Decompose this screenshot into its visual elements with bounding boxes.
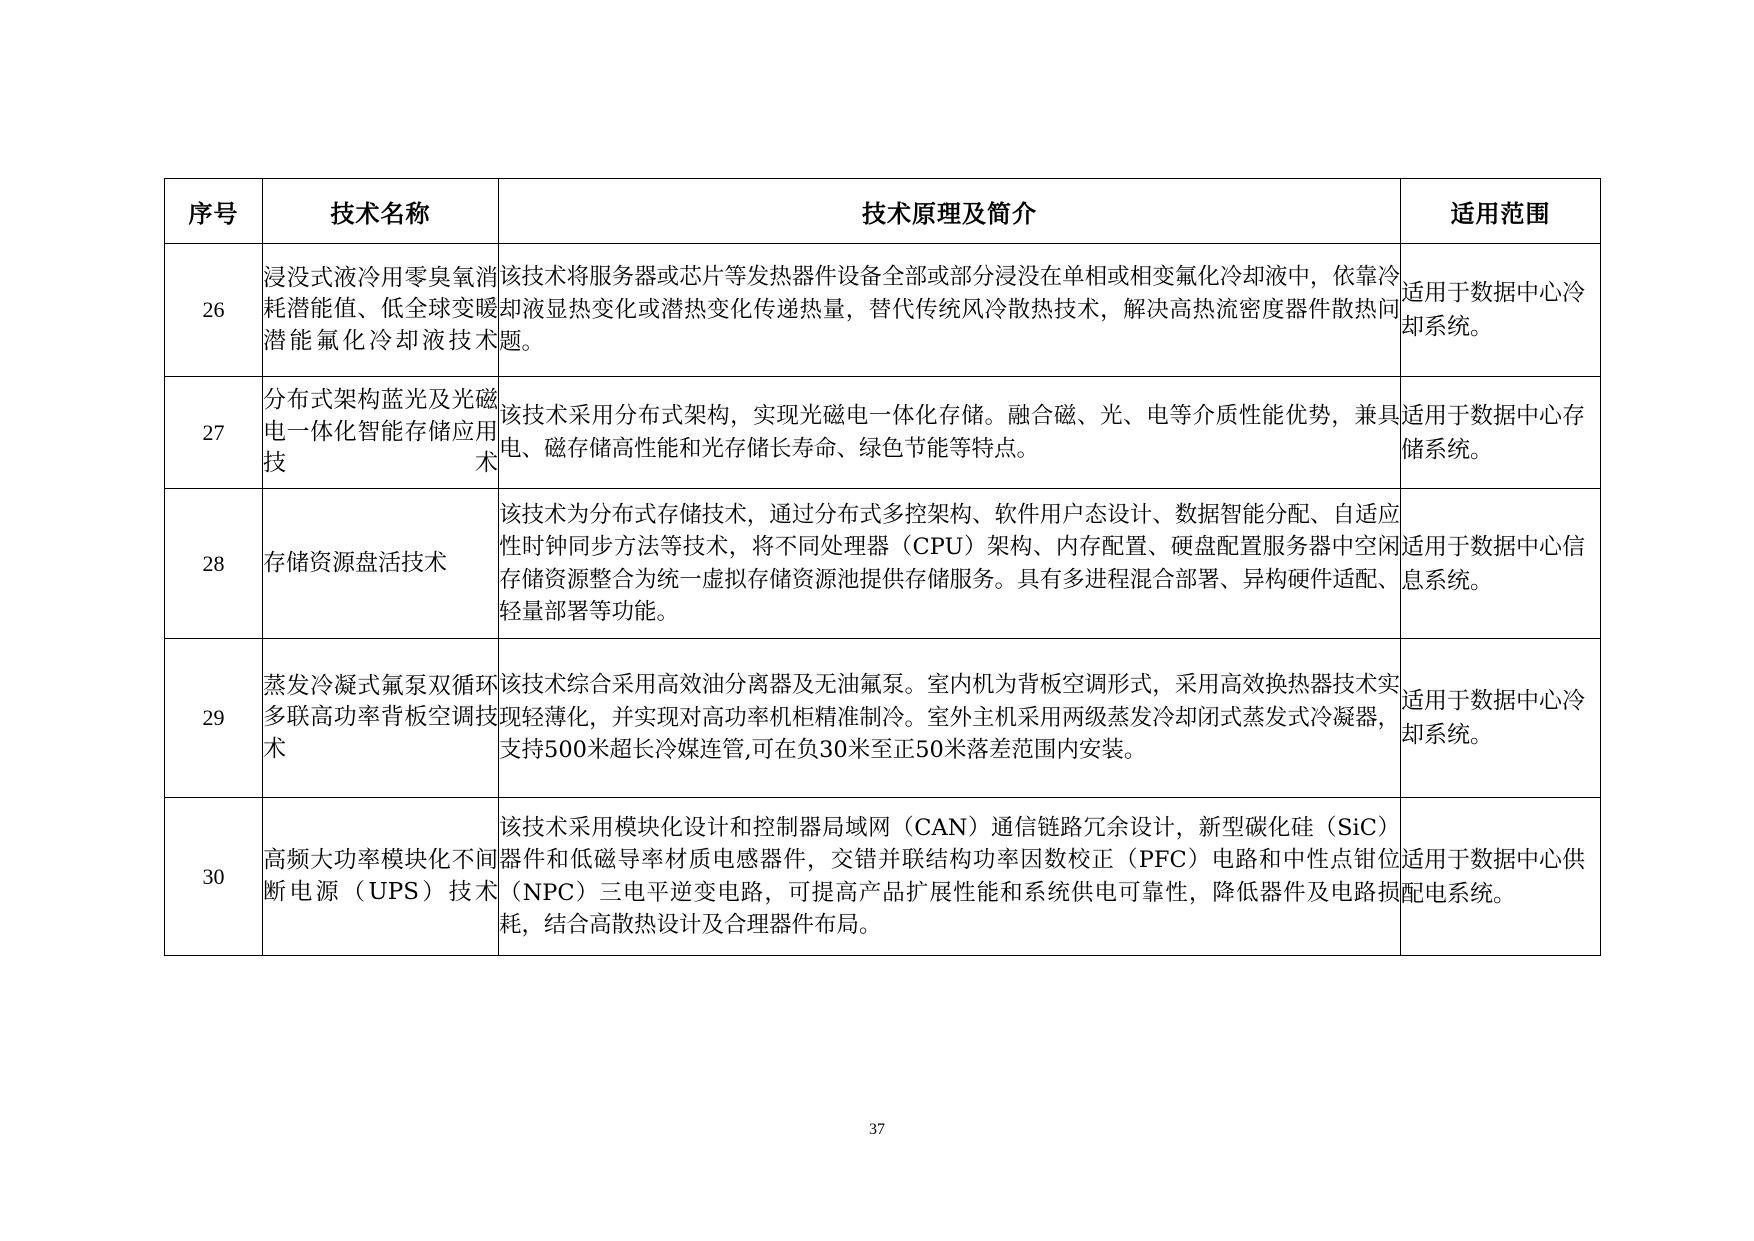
table-row bbox=[165, 798, 1601, 956]
row-number: 30 bbox=[165, 798, 263, 956]
row-number: 28 bbox=[165, 489, 263, 639]
application-scope: 适用于数据中心存储系统。 bbox=[1401, 377, 1601, 489]
application-scope: 适用于数据中心冷却系统。 bbox=[1401, 244, 1601, 377]
table-row bbox=[165, 244, 1601, 377]
technology-name: 高频大功率模块化不间断电源（UPS）技术 bbox=[263, 798, 499, 956]
header-name: 技术名称 bbox=[263, 179, 499, 244]
application-scope: 适用于数据中心信息系统。 bbox=[1401, 489, 1601, 639]
technology-name: 分布式架构蓝光及光磁电一体化智能存储应用技术 bbox=[263, 377, 499, 489]
table-row bbox=[165, 377, 1601, 489]
page-number: 37 bbox=[869, 1121, 885, 1138]
application-scope: 适用于数据中心供配电系统。 bbox=[1401, 798, 1601, 956]
header-desc: 技术原理及简介 bbox=[499, 179, 1401, 244]
table-row bbox=[165, 489, 1601, 639]
row-number: 26 bbox=[165, 244, 263, 377]
application-scope: 适用于数据中心冷却系统。 bbox=[1401, 639, 1601, 798]
row-number: 29 bbox=[165, 639, 263, 798]
row-number: 27 bbox=[165, 377, 263, 489]
technology-description: 该技术综合采用高效油分离器及无油氟泵。室内机为背板空调形式，采用高效换热器技术实现轻薄化，并实现对高功率机柜精准制冷。室外主机采用两级蒸发冷却闭式蒸发式冷凝器，支持500米超长冷媒连管,可在负30米至正50米落差范围内安装。 bbox=[499, 639, 1401, 798]
table-row bbox=[165, 639, 1601, 798]
header-scope: 适用范围 bbox=[1401, 179, 1601, 244]
technology-name: 蒸发冷凝式氟泵双循环多联高功率背板空调技术 bbox=[263, 639, 499, 798]
table-header-row bbox=[165, 179, 1601, 244]
technology-name: 存储资源盘活技术 bbox=[263, 489, 499, 639]
technology-description: 该技术采用分布式架构，实现光磁电一体化存储。融合磁、光、电等介质性能优势，兼具电、磁存储高性能和光存储长寿命、绿色节能等特点。 bbox=[499, 377, 1401, 489]
technology-table bbox=[164, 178, 1601, 956]
header-no: 序号 bbox=[165, 179, 263, 244]
technology-description: 该技术为分布式存储技术，通过分布式多控架构、软件用户态设计、数据智能分配、自适应性时钟同步方法等技术，将不同处理器（CPU）架构、内存配置、硬盘配置服务器中空闲存储资源整合为统一虚拟存储资源池提供存储服务。具有多进程混合部署、异构硬件适配、轻量部署等功能。 bbox=[499, 489, 1401, 639]
technology-description: 该技术将服务器或芯片等发热器件设备全部或部分浸没在单相或相变氟化冷却液中，依靠冷却液显热变化或潜热变化传递热量，替代传统风冷散热技术，解决高热流密度器件散热问题。 bbox=[499, 244, 1401, 377]
technology-name: 浸没式液冷用零臭氧消耗潜能值、低全球变暖潜能氟化冷却液技术 bbox=[263, 244, 499, 377]
technology-description: 该技术采用模块化设计和控制器局域网（CAN）通信链路冗余设计，新型碳化硅（SiC）器件和低磁导率材质电感器件，交错并联结构功率因数校正（PFC）电路和中性点钳位（NPC）三电平逆变电路，可提高产品扩展性能和系统供电可靠性，降低器件及电路损耗，结合高散热设计及合理器件布局。 bbox=[499, 798, 1401, 956]
